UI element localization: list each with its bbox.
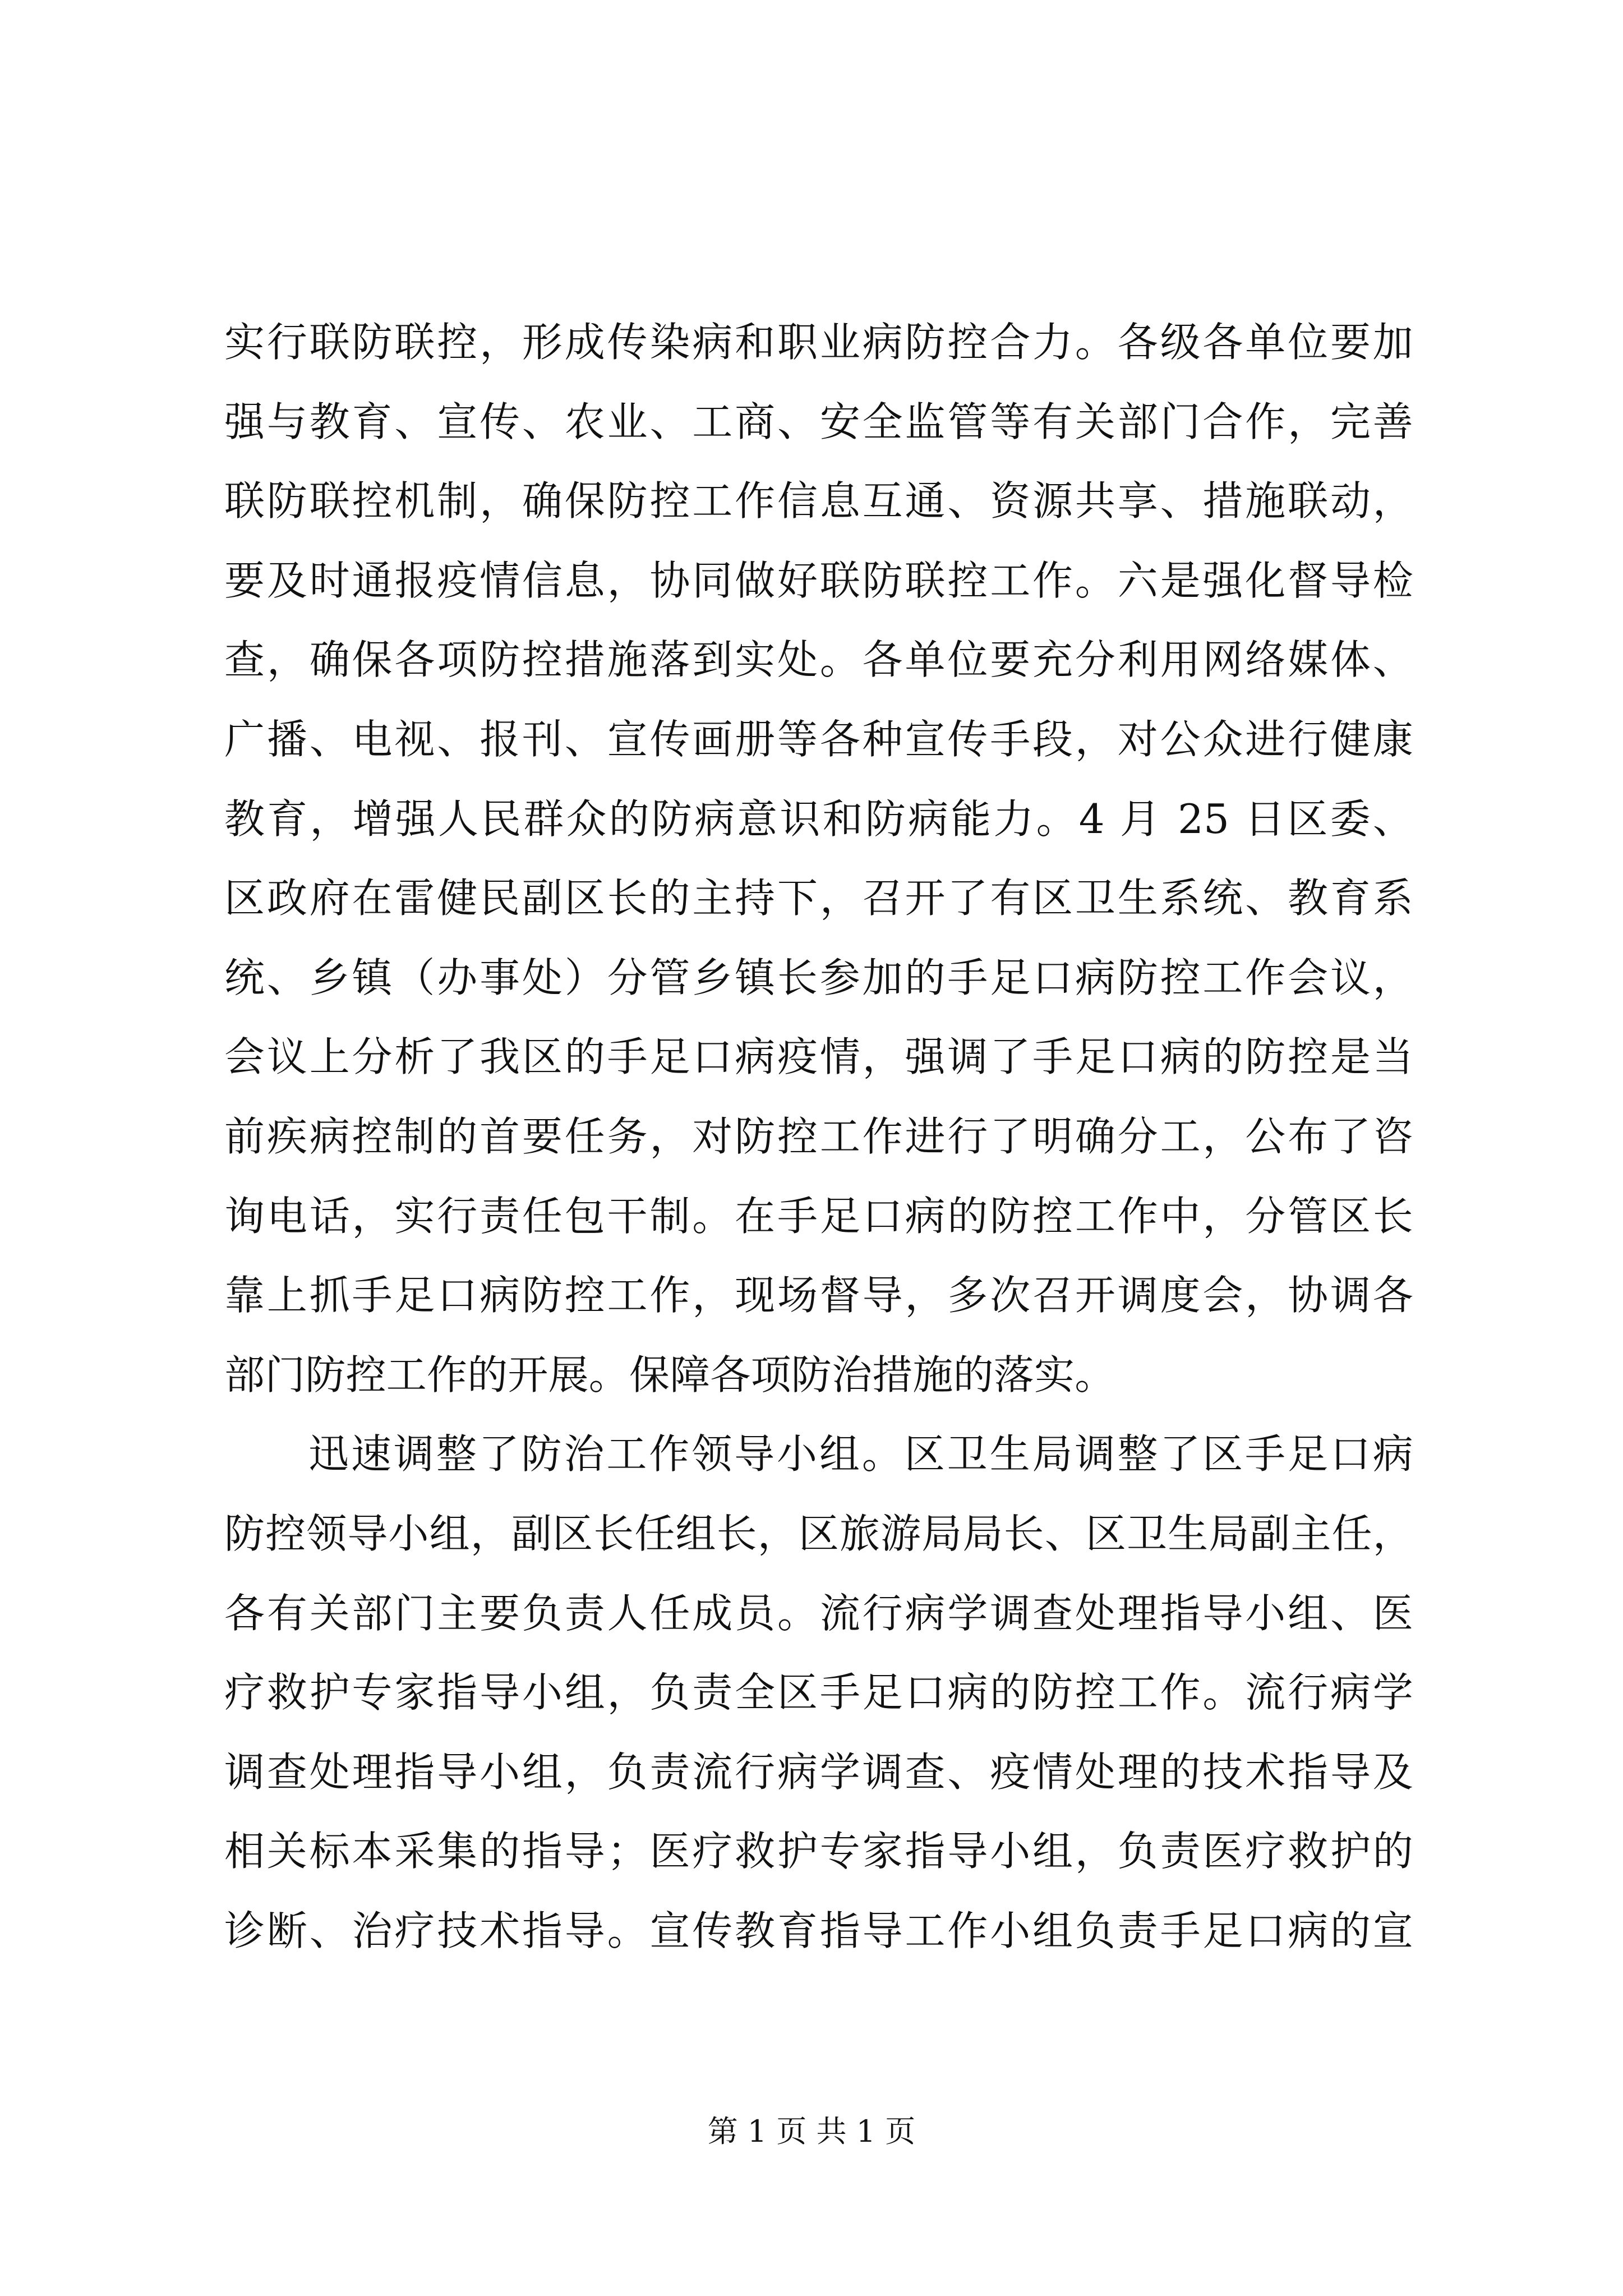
text-line-17: 各有关部门主要负责人任成员。流行病学调查处理指导小组、医 xyxy=(224,1589,1413,1637)
text-line-5: 查，确保各项防控措施落到实处。各单位要充分利用网络媒体、 xyxy=(224,636,1413,684)
text-line-1: 实行联防联控，形成传染病和职业病防控合力。各级各单位要加 xyxy=(224,319,1413,366)
text-line-6: 广播、电视、报刊、宣传画册等各种宣传手段，对公众进行健康 xyxy=(224,715,1413,763)
text-line-11: 前疾病控制的首要任务，对防控工作进行了明确分工，公布了咨 xyxy=(224,1112,1413,1160)
text-line-16: 防控领导小组，副区长任组长，区旅游局局长、区卫生局副主任， xyxy=(224,1510,1413,1557)
text-line-10: 会议上分析了我区的手足口病疫情，强调了手足口病的防控是当 xyxy=(224,1033,1413,1081)
text-line-18: 疗救护专家指导小组，负责全区手足口病的防控工作。流行病学 xyxy=(224,1669,1413,1717)
text-line-4: 要及时通报疫情信息，协同做好联防联控工作。六是强化督导检 xyxy=(224,556,1413,604)
text-line-21: 诊断、治疗技术指导。宣传教育指导工作小组负责手足口病的宣 xyxy=(224,1907,1413,1954)
document-body xyxy=(224,303,1413,1971)
text-line-7: 教育，增强人民群众的防病意识和防病能力。4 月 25 日区委、 xyxy=(224,795,1413,843)
text-line-3: 联防联控机制，确保防控工作信息互通、资源共享、措施联动， xyxy=(224,477,1413,525)
text-line-13: 靠上抓手足口病防控工作，现场督导，多次召开调度会，协调各 xyxy=(224,1272,1413,1319)
text-line-12: 询电话，实行责任包干制。在手足口病的防控工作中，分管区长 xyxy=(224,1192,1413,1240)
page-footer: 第 1 页 共 1 页 xyxy=(707,2114,916,2149)
text-line-2: 强与教育、宣传、农业、工商、安全监管等有关部门合作，完善 xyxy=(224,398,1413,445)
text-line-19: 调查处理指导小组，负责流行病学调查、疫情处理的技术指导及 xyxy=(224,1748,1413,1796)
text-line-20: 相关标本采集的指导；医疗救护专家指导小组，负责医疗救护的 xyxy=(224,1828,1413,1875)
text-line-8: 区政府在雷健民副区长的主持下，召开了有区卫生系统、教育系 xyxy=(224,875,1413,922)
text-line-14: 部门防控工作的开展。保障各项防治措施的落实。 xyxy=(224,1351,1115,1398)
text-line-9: 统、乡镇（办事处）分管乡镇长参加的手足口病防控工作会议， xyxy=(224,954,1413,1001)
text-line-15: 迅速调整了防治工作领导小组。区卫生局调整了区手足口病 xyxy=(308,1430,1413,1478)
